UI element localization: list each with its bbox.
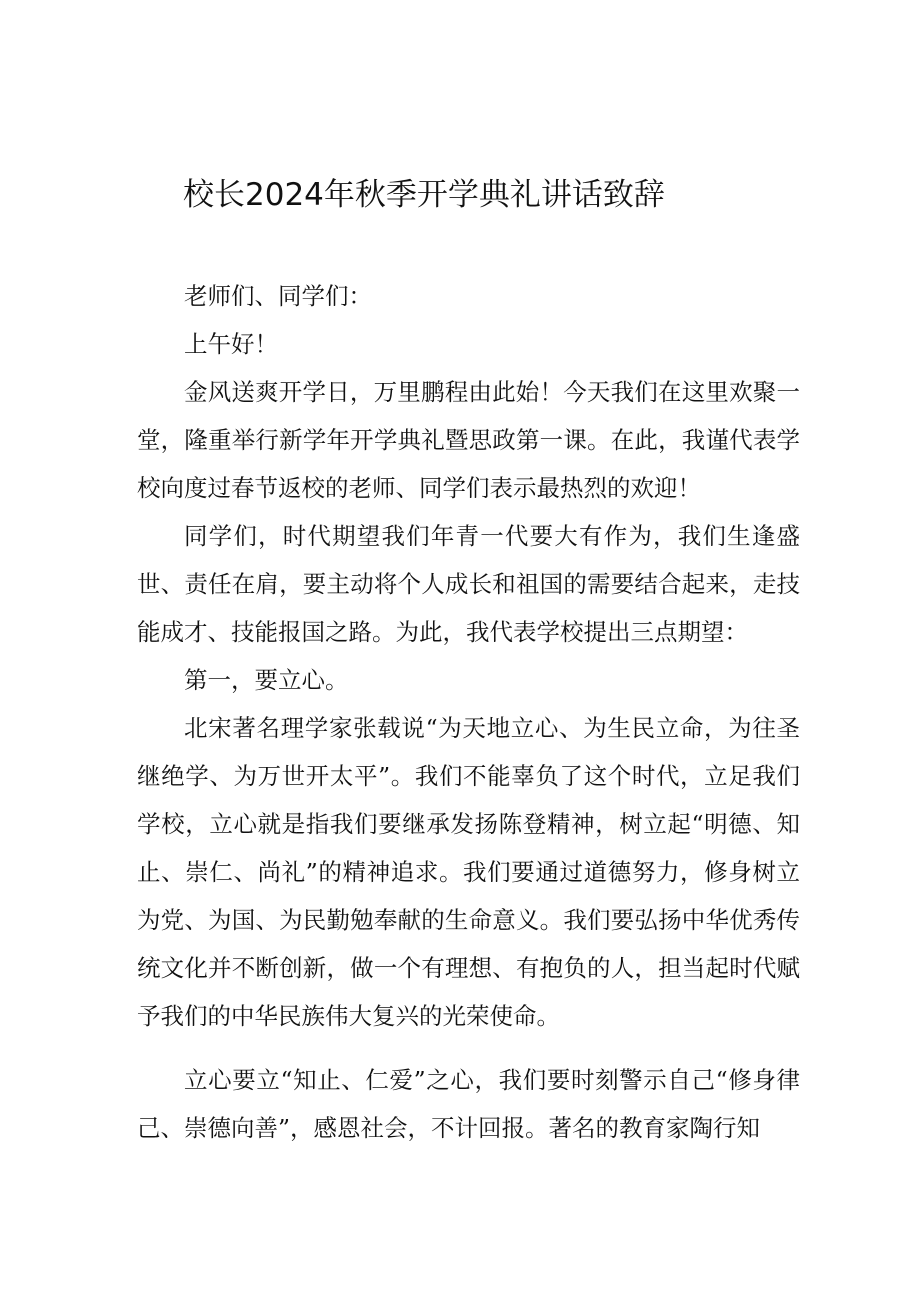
paragraph-zhang-zai: 北宋著名理学家张载说“为天地立心、为生民立命，为往圣继绝学、为万世开太平”。我们不能辜负了这个时代，立足我们学校，立心就是指我们要继承发扬陈登精神，树立起“明德、知止、崇仁、尚礼”的精神追求。我们要通过道德努力，修身树立为党、为国、为民勤勉奉献的生命意义。我们要弘扬中华优秀传统文化并不断创新，做一个有理想、有抱负的人，担当起时代赋予我们的中华民族伟大复兴的光荣使命。 <box>137 714 800 1030</box>
salutation: 老师们、同学们： <box>184 282 372 310</box>
document-title: 校长2024年秋季开学典礼讲话致辞 <box>183 177 665 213</box>
paragraph-expectations: 同学们，时代期望我们年青一代要大有作为，我们生逢盛世、责任在肩，要主动将个人成长和祖国的需要结合起来，走技能成才、技能报国之路。为此，我代表学校提出三点期望： <box>137 522 800 646</box>
greeting: 上午好！ <box>184 330 278 358</box>
document-body <box>137 272 800 1152</box>
paragraph-welcome: 金风送爽开学日，万里鹏程由此始！今天我们在这里欢聚一堂，隆重举行新学年开学典礼暨思政第一课。在此，我谨代表学校向度过春节返校的老师、同学们表示最热烈的欢迎！ <box>137 378 800 502</box>
section-heading-first: 第一，要立心。 <box>184 666 349 694</box>
paragraph-lixin: 立心要立“知止、仁爱”之心，我们要时刻警示自己“修身律己、崇德向善”，感恩社会，不计回报。著名的教育家陶行知 <box>137 1066 800 1142</box>
